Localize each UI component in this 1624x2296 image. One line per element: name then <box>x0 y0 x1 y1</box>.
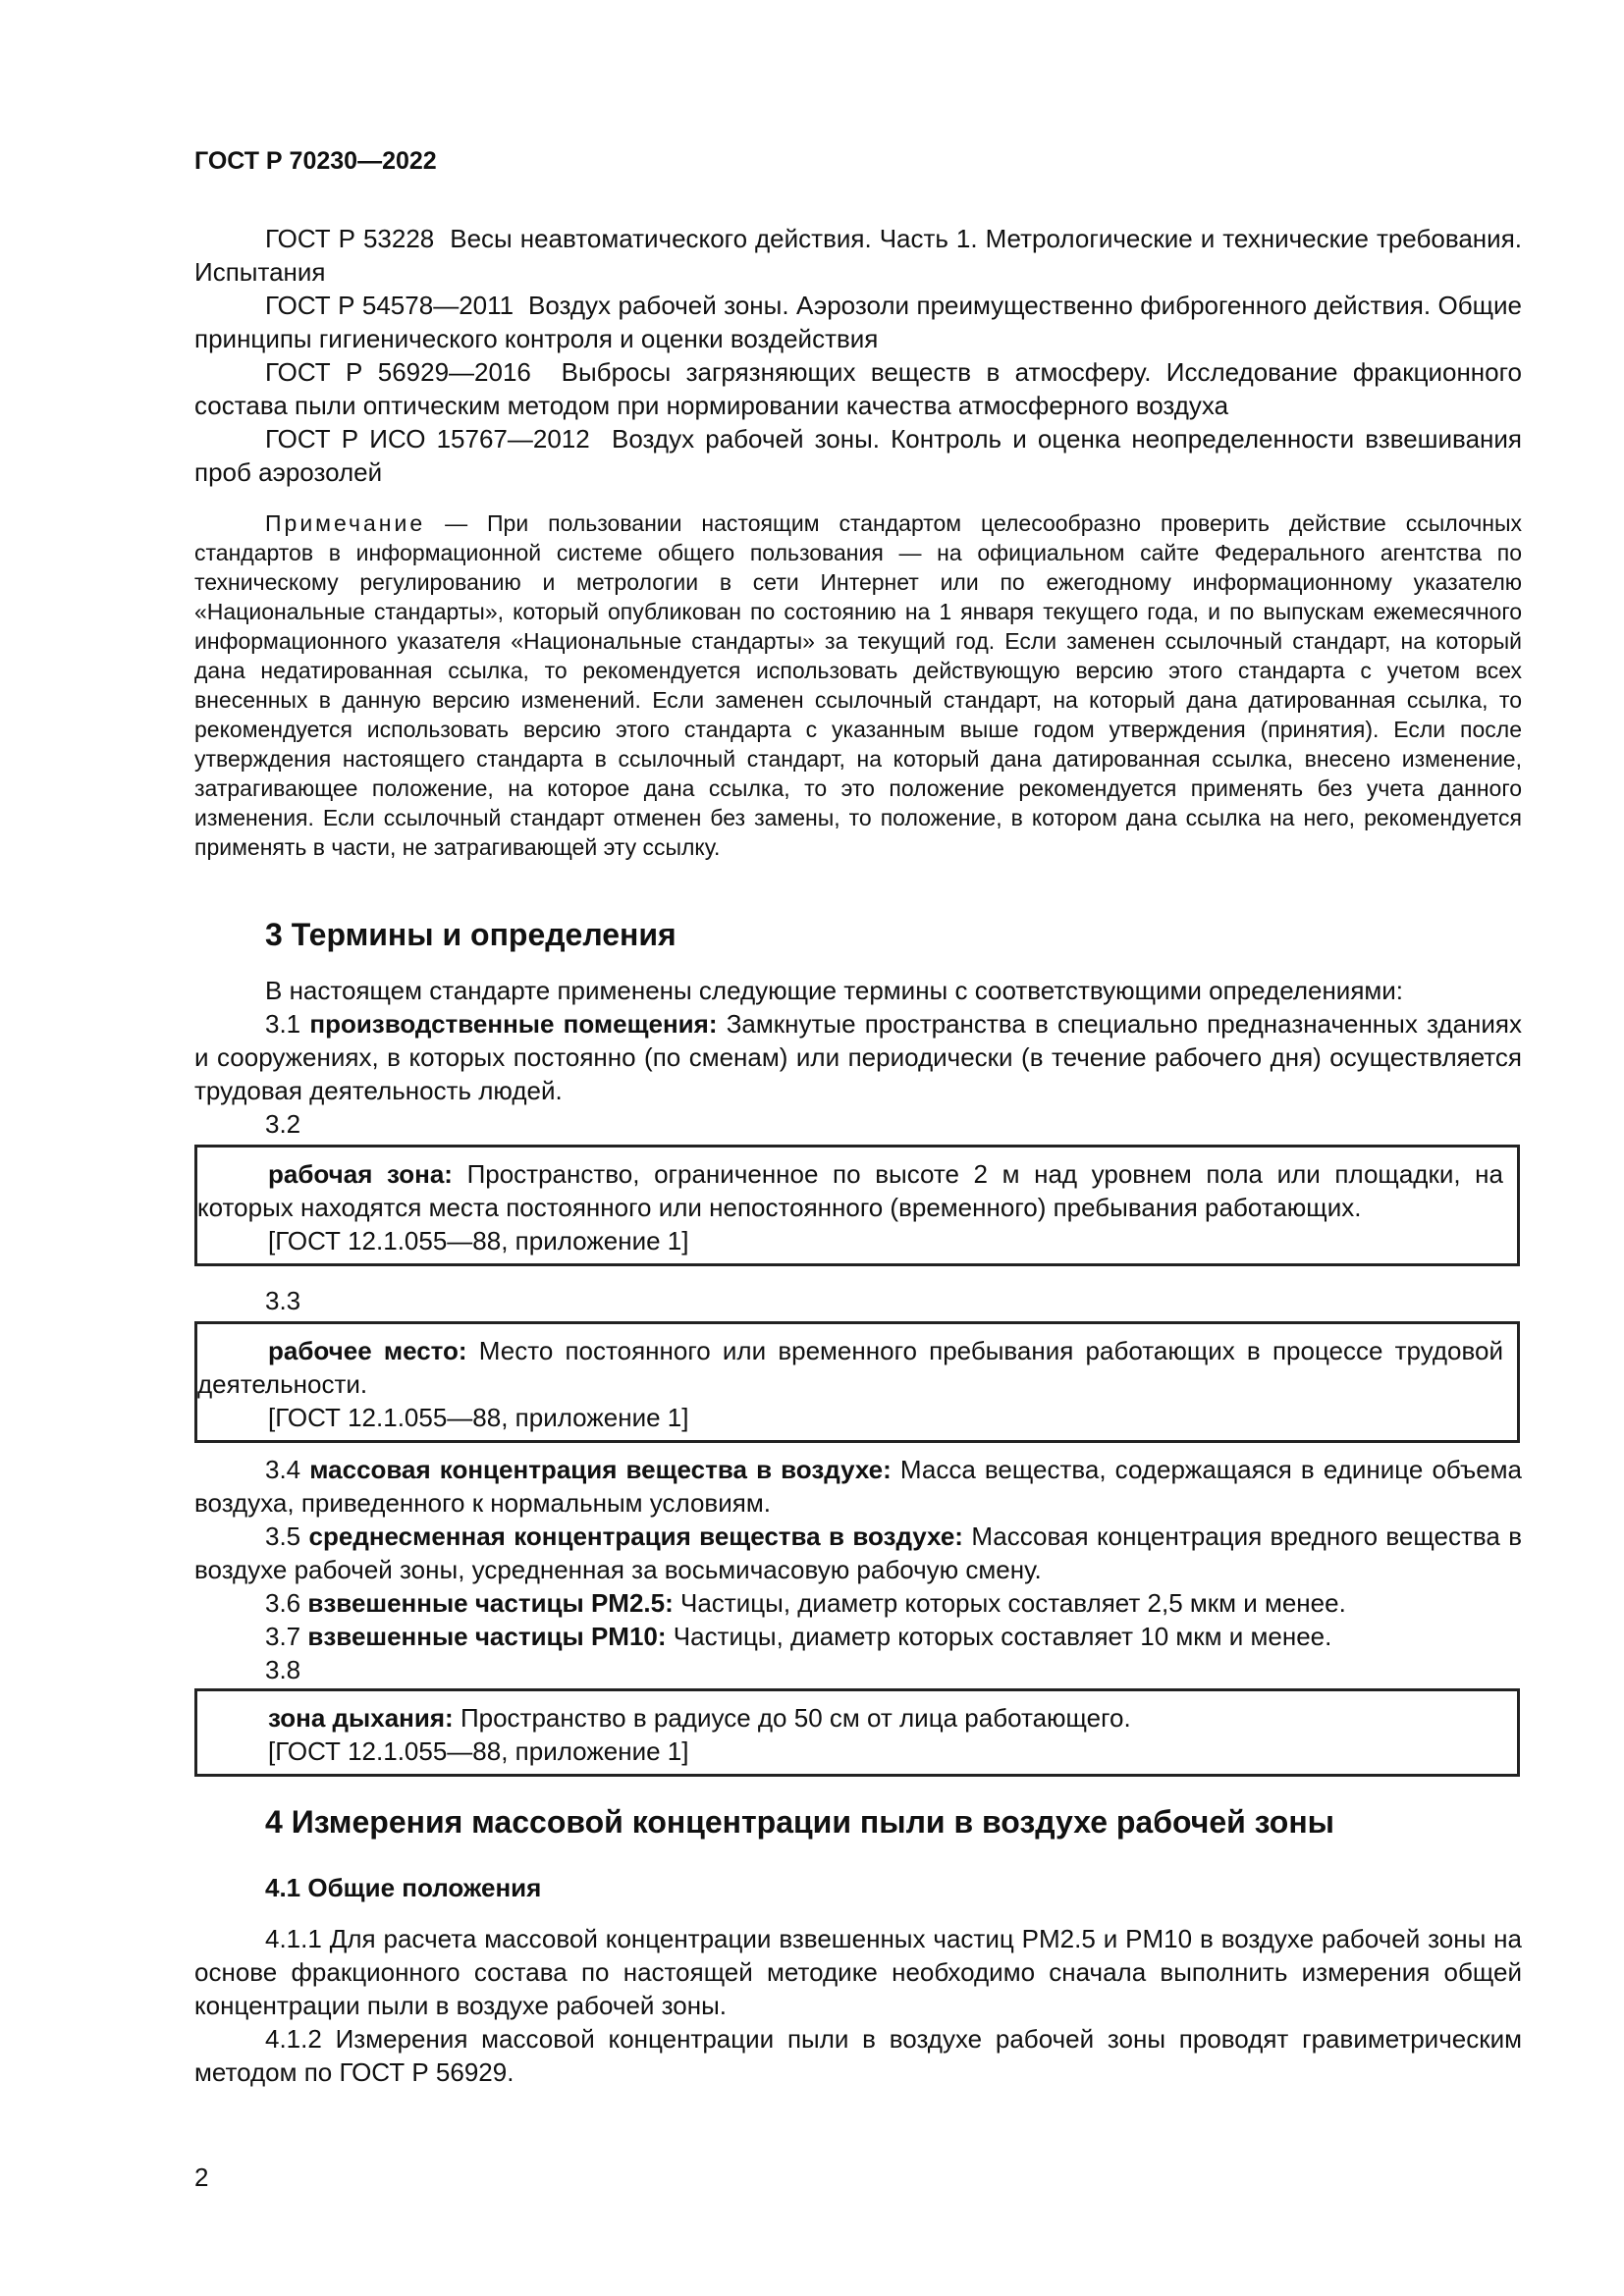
term-3-3: рабочее место: Место постоянного или временного пребывания работающих в процессе трудовой деятельности. <box>197 1336 1503 1399</box>
term-3-4: 3.4 массовая концентрация вещества в воздухе: Масса вещества, содержащаяся в единице объема воздуха, приведенного к нормальным условиям. <box>194 1455 1522 1518</box>
paragraph-4-1-1: 4.1.1 Для расчета массовой концентрации взвешенных частиц PM2.5 и PM10 в воздухе рабочей зоны на основе фракционного состава по настоящей методике необходимо сначала выполнить измерения общей концентрации пыли в воздухе рабочей зоны. <box>194 1924 1522 2020</box>
term-3-7: 3.7 взвешенные частицы PM10: Частицы, диаметр которых составляет 10 мкм и менее. <box>265 1622 1332 1651</box>
note-label: Примечание <box>265 510 426 536</box>
term-3-8: зона дыхания: Пространство в радиусе до 50 см от лица работающего. <box>268 1703 1131 1733</box>
term-3-5: 3.5 среднесменная концентрация вещества в воздухе: Массовая концентрация вредного вещества в воздухе рабочей зоны, усредненная за восьмичасовую рабочую смену. <box>194 1522 1523 1584</box>
term-3-8-number: 3.8 <box>265 1655 301 1684</box>
term-3-3-source: [ГОСТ 12.1.055—88, приложение 1] <box>268 1403 689 1432</box>
references-block <box>194 222 1522 489</box>
section-4-title: 4 Измерения массовой концентрации пыли в воздухе рабочей зоны <box>265 1804 1334 1840</box>
subsection-4-1-wrap <box>194 1871 1522 1904</box>
section-3-intro: В настоящем стандарте применены следующие термины с соответствующими определениями: <box>265 976 1404 1005</box>
term-3-2-number: 3.2 <box>265 1109 301 1139</box>
term-3-3-number: 3.3 <box>265 1286 301 1315</box>
section-4-body <box>194 1922 1522 2089</box>
subsection-4-1-title: 4.1 Общие положения <box>265 1873 542 1902</box>
section-3-intro-block <box>194 974 1522 1141</box>
reference-item: ГОСТ Р 54578—2011 Воздух рабочей зоны. Аэрозоли преимущественно фиброгенного действия. Общие принципы гигиенического контроля и оценки воздействия <box>194 291 1523 353</box>
paragraph-4-1-2: 4.1.2 Измерения массовой концентрации пыли в воздухе рабочей зоны проводят гравиметрическим методом по ГОСТ Р 56929. <box>194 2024 1522 2087</box>
note-paragraph <box>194 508 1522 862</box>
terms-3-4-to-3-8 <box>194 1453 1522 1686</box>
reference-item: ГОСТ Р 53228 Весы неавтоматического действия. Часть 1. Метрологические и технические требования. Испытания <box>194 224 1522 287</box>
section-4-heading-wrap <box>194 1802 1522 1842</box>
term-3-2: рабочая зона: Пространство, ограниченное по высоте 2 м над уровнем пола или площадки, на которых находятся места постоянного или непостоянного (временного) пребывания работающих. <box>197 1159 1503 1222</box>
term-box-3-3 <box>194 1321 1520 1443</box>
term-3-1: 3.1 производственные помещения: Замкнутые пространства в специально предназначенных зданиях и сооружениях, в которых постоянно (по сменам) или периодически (в течение рабочего дня) осуществляется трудовая деятельность людей. <box>194 1009 1522 1105</box>
term-3-2-source: [ГОСТ 12.1.055—88, приложение 1] <box>268 1226 689 1255</box>
term-3-3-number-wrap <box>194 1284 1522 1317</box>
section-3-title: 3 Термины и определения <box>265 917 677 952</box>
term-box-3-2 <box>194 1145 1520 1266</box>
reference-item: ГОСТ Р 56929—2016 Выбросы загрязняющих веществ в атмосферу. Исследование фракционного состава пыли оптическим методом при нормировании качества атмосферного воздуха <box>194 357 1522 420</box>
reference-item: ГОСТ Р ИСО 15767—2012 Воздух рабочей зоны. Контроль и оценка неопределенности взвешивания проб аэрозолей <box>194 424 1522 487</box>
term-3-8-source: [ГОСТ 12.1.055—88, приложение 1] <box>268 1736 689 1766</box>
term-3-6: 3.6 взвешенные частицы PM2.5: Частицы, диаметр которых составляет 2,5 мкм и менее. <box>265 1588 1346 1618</box>
section-3-heading-wrap <box>194 915 1522 954</box>
term-box-3-8 <box>194 1688 1520 1777</box>
page-number: 2 <box>194 2163 209 2192</box>
document-header: ГОСТ Р 70230—2022 <box>194 147 437 175</box>
note-text: — При пользовании настоящим стандартом целесообразно проверить действие ссылочных стандартов в информационной системе общего пользования — на официальном сайте Федерального агентства по техническому регулированию и метрологии в сети Интернет или по ежегодному информационному указателю «Национальные стандарты», который опубликован по состоянию на 1 января текущего года, и по выпускам ежемесячного информационного указателя «Национальные стандарты» за текущий год. Если заменен ссылочный стандарт, на который дана недатированная ссылка, то рекомендуется использовать действующую версию этого стандарта с учетом всех внесенных в данную версию изменений. Если заменен ссылочный стандарт, на который дана датированная ссылка, то рекомендуется использовать версию этого стандарта с указанным выше годом утверждения (принятия). Если после утверждения настоящего стандарта в ссылочный стандарт, на который дана датированная ссылка, внесено изменение, затрагивающее положение, на которое дана ссылка, то это положение рекомендуется применять без учета данного изменения. Если ссылочный стандарт отменен без замены, то положение, в котором дана ссылка на него, рекомендуется применять в части, не затрагивающей эту ссылку. <box>194 510 1522 860</box>
note-block <box>194 508 1522 862</box>
